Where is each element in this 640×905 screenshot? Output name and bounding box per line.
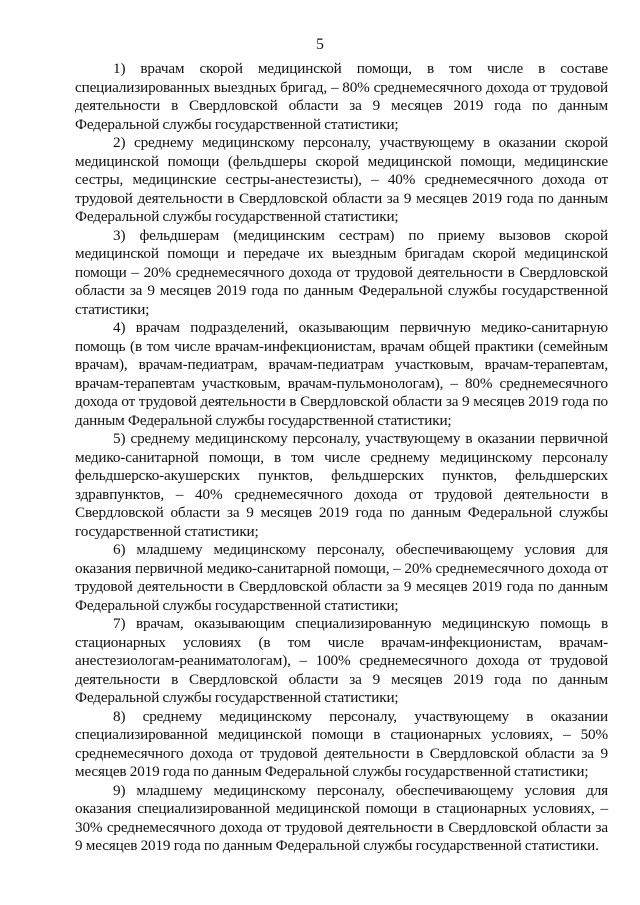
- page-number: 5: [316, 36, 324, 53]
- list-item-4: 4) врачам подразделений, оказывающим первичную медико-санитарную помощь (в том числе врачам-инфекционистам, врачам общей практики (семейным врачам), врачам-педиатрам, врачам-педиатрам участковым, врачам-терапевтам, врачам-терапевтам участковым, врачам-пульмонологам), – 80% среднемесячного дохода от трудовой деятельности в Свердловской области за 9 месяцев 2019 года по данным Федеральной службы государственной статистики;: [75, 319, 608, 429]
- list-item-3: 3) фельдшерам (медицинским сестрам) по приему вызовов скорой медицинской помощи и передаче их выездным бригадам скорой медицинской помощи – 20% среднемесячного дохода от трудовой деятельности в Свердловской области за 9 месяцев 2019 года по данным Федеральной службы государственной статистики;: [75, 226, 608, 318]
- list-item-2: 2) среднему медицинскому персоналу, участвующему в оказании скорой медицинской помощи (фельдшеры скорой медицинской помощи, медицинские сестры, медицинские сестры-анестезисты), – 40% среднемесячного дохода от трудовой деятельности в Свердловской области за 9 месяцев 2019 года по данным Федеральной службы государственной статистики;: [75, 134, 608, 225]
- document-body: [75, 60, 608, 856]
- list-item-8: 8) среднему медицинскому персоналу, участвующему в оказании специализированной медицинской помощи в стационарных условиях, – 50% среднемесячного дохода от трудовой деятельности в Свердловской области за 9 месяцев 2019 года по данным Федеральной службы государственной статистики;: [75, 707, 608, 780]
- list-item-6: 6) младшему медицинскому персоналу, обеспечивающему условия для оказания первичной медико-санитарной помощи, – 20% среднемесячного дохода от трудовой деятельности в Свердловской области за 9 месяцев 2019 года по данным Федеральной службы государственной статистики;: [75, 541, 608, 614]
- list-item-9: 9) младшему медицинскому персоналу, обеспечивающему условия для оказания специализированной медицинской помощи в стационарных условиях, – 30% среднемесячного дохода от трудовой деятельности в Свердловской области за 9 месяцев 2019 года по данным Федеральной службы государственной статистики.: [75, 781, 608, 854]
- list-item-7: 7) врачам, оказывающим специализированную медицинскую помощь в стационарных условиях (в том числе врачам-инфекционистам, врачам-анестезиологам-реаниматологам), – 100% среднемесячного дохода от трудовой деятельности в Свердловской области за 9 месяцев 2019 года по данным Федеральной службы государственной статистики;: [75, 615, 608, 706]
- list-item-1: 1) врачам скорой медицинской помощи, в том числе в составе специализированных выездных бригад, – 80% среднемесячного дохода от трудовой деятельности в Свердловской области за 9 месяцев 2019 года по данным Федеральной службы государственной статистики;: [75, 60, 608, 133]
- list-item-5: 5) среднему медицинскому персоналу, участвующему в оказании первичной медико-санитарной помощи, в том числе среднему медицинскому персоналу фельдшерско-акушерских пунктов, фельдшерских пунктов, фельдшерских здравпунктов, – 40% среднемесячного дохода от трудовой деятельности в Свердловской области за 9 месяцев 2019 года по данным Федеральной службы государственной статистики;: [75, 430, 608, 540]
